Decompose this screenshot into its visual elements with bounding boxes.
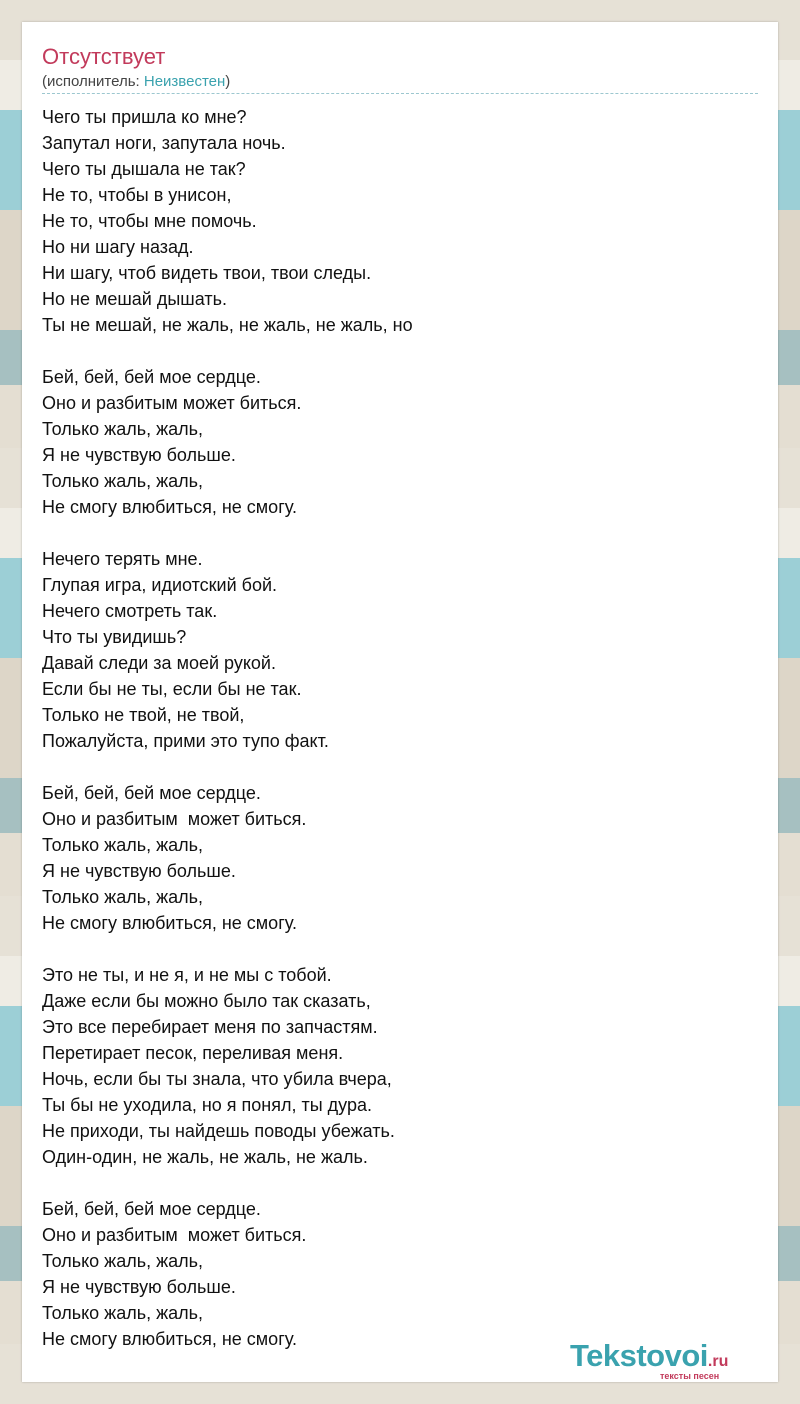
lyric-line: Нечего смотреть так.	[42, 601, 218, 621]
lyrics-card	[22, 22, 778, 1382]
lyric-line: Не смогу влюбиться, не смогу.	[42, 1329, 297, 1349]
lyric-line: Пожалуйста, прими это тупо факт.	[42, 731, 329, 751]
lyric-line: Я не чувствую больше.	[42, 1277, 236, 1297]
stanza-break	[42, 1170, 742, 1196]
lyric-line: Не смогу влюбиться, не смогу.	[42, 497, 297, 517]
lyric-line: Не то, чтобы в унисон,	[42, 185, 232, 205]
lyric-line: Что ты увидишь?	[42, 627, 187, 647]
stanza-break	[42, 936, 742, 962]
lyric-line: Не приходи, ты найдешь поводы убежать.	[42, 1121, 395, 1141]
lyric-line: Только жаль, жаль,	[42, 887, 204, 907]
logo-name: Tekstovoi	[570, 1338, 708, 1373]
lyric-line: Если бы не ты, если бы не так.	[42, 679, 302, 699]
lyric-line: Только жаль, жаль,	[42, 471, 204, 491]
lyric-line: Запутал ноги, запутала ночь.	[42, 133, 286, 153]
lyric-line: Оно и разбитым может биться.	[42, 809, 307, 829]
lyric-line: Даже если бы можно было так сказать,	[42, 991, 371, 1011]
artist-suffix: )	[225, 73, 231, 90]
site-logo[interactable]	[570, 1338, 770, 1381]
lyric-line: Бей, бей, бей мое сердце.	[42, 1199, 261, 1219]
stanza-break	[42, 338, 742, 364]
artist-link[interactable]: Неизвестен	[143, 73, 226, 90]
lyric-line: Это все перебирает меня по запчастям.	[42, 1017, 378, 1037]
title-divider	[42, 93, 758, 94]
lyric-line: Не то, чтобы мне помочь.	[42, 211, 257, 231]
lyric-line: Ты бы не уходила, но я понял, ты дура.	[42, 1095, 372, 1115]
lyric-line: Перетирает песок, переливая меня.	[42, 1043, 344, 1063]
lyric-line: Только жаль, жаль,	[42, 1251, 204, 1271]
lyric-line: Я не чувствую больше.	[42, 445, 236, 465]
lyric-line: Не смогу влюбиться, не смогу.	[42, 913, 297, 933]
lyric-line: Ночь, если бы ты знала, что убила вчера,	[42, 1069, 392, 1089]
lyric-line: Давай следи за моей рукой.	[42, 653, 276, 673]
lyric-line: Бей, бей, бей мое сердце.	[42, 367, 261, 387]
lyric-line: Только жаль, жаль,	[42, 1303, 204, 1323]
lyric-line: Ты не мешай, не жаль, не жаль, не жаль, но	[42, 315, 413, 335]
lyric-line: Один-один, не жаль, не жаль, не жаль.	[42, 1147, 368, 1167]
lyric-line: Глупая игра, идиотский бой.	[42, 575, 278, 595]
logo-tagline: тексты песен	[660, 1371, 720, 1381]
artist-prefix: (исполнитель:	[42, 73, 144, 90]
lyric-line: Только жаль, жаль,	[42, 419, 204, 439]
lyric-line: Только не твой, не твой,	[42, 705, 245, 725]
lyric-line: Оно и разбитым может биться.	[42, 1225, 307, 1245]
lyric-line: Это не ты, и не я, и не мы с тобой.	[42, 965, 332, 985]
lyric-line: Ни шагу, чтоб видеть твои, твои следы.	[42, 263, 372, 283]
lyric-line: Но ни шагу назад.	[42, 237, 194, 257]
lyric-line: Я не чувствую больше.	[42, 861, 236, 881]
lyric-line: Бей, бей, бей мое сердце.	[42, 783, 261, 803]
stanza-break	[42, 520, 742, 546]
song-title: Отсутствует	[42, 44, 166, 69]
artist-line	[42, 73, 230, 91]
lyrics-text	[42, 104, 742, 1352]
lyric-line: Нечего терять мне.	[42, 549, 203, 569]
stanza-break	[42, 754, 742, 780]
lyric-line: Только жаль, жаль,	[42, 835, 204, 855]
lyric-line: Чего ты пришла ко мне?	[42, 107, 247, 127]
lyric-line: Чего ты дышала не так?	[42, 159, 246, 179]
lyric-line: Оно и разбитым может биться.	[42, 393, 302, 413]
logo-tld: .ru	[707, 1353, 729, 1370]
lyric-line: Но не мешай дышать.	[42, 289, 227, 309]
